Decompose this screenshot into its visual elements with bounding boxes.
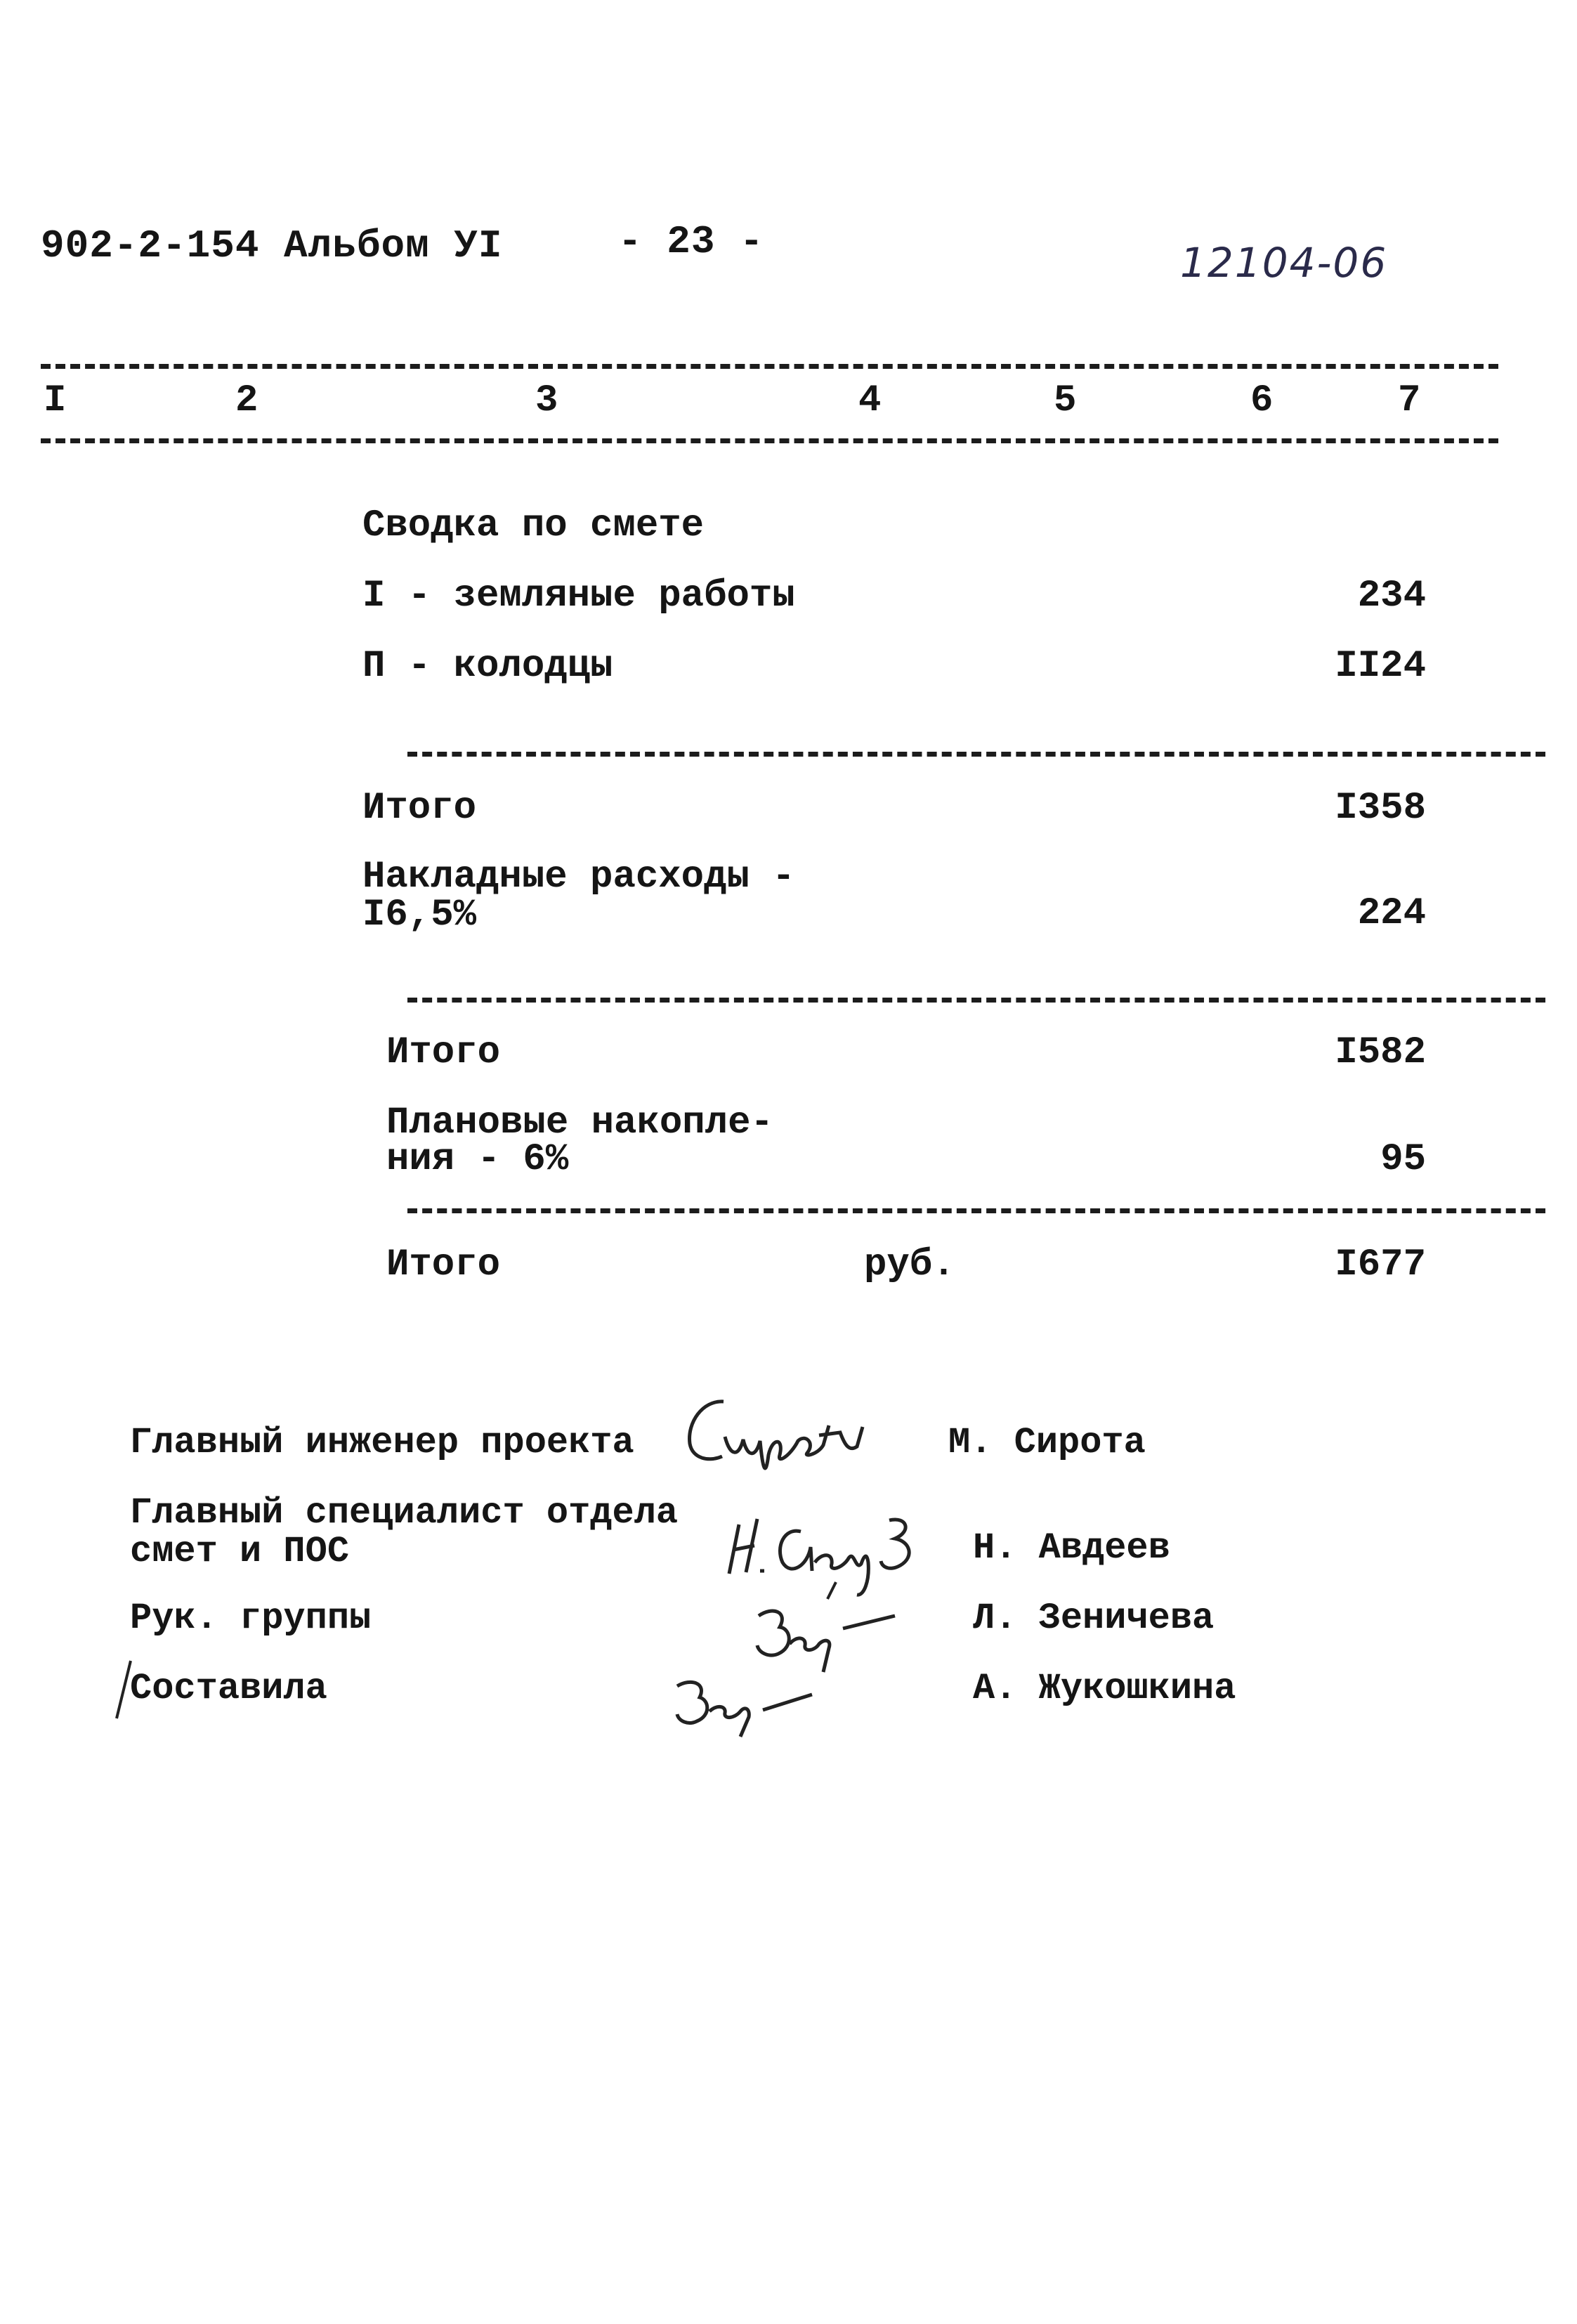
column-number-7: 7 [1398, 379, 1421, 422]
margin-slash-mark [112, 1658, 133, 1721]
page-number: - 23 - [618, 219, 764, 264]
signature-role-chief-engineer: Главный инженер проекта [130, 1422, 634, 1463]
planned-value: 95 [1380, 1138, 1426, 1181]
signature-name-chief-specialist: Н. Авдеев [973, 1527, 1170, 1569]
header-bottom-rule [41, 438, 1498, 443]
rule-3 [407, 1208, 1545, 1213]
signature-name-group-head: Л. Зеничева [973, 1598, 1215, 1639]
handwritten-code: 12104-06 [1180, 239, 1388, 287]
column-number-5: 5 [1054, 379, 1077, 422]
column-number-2: 2 [235, 379, 259, 422]
summary-title: Сводка по смете [362, 504, 705, 547]
signature-name-chief-engineer: М. Сирота [948, 1422, 1146, 1463]
overhead-value: 224 [1357, 892, 1426, 935]
planned-label-line2: ния - 6% [386, 1138, 569, 1181]
top-rule [41, 364, 1498, 369]
signature-role-compiler: Составила [130, 1668, 327, 1709]
subtotal-1-value: I358 [1335, 787, 1426, 830]
column-number-4: 4 [858, 379, 882, 422]
item-wells-label: П - колодцы [362, 645, 613, 688]
subtotal-1-label: Итого [362, 787, 477, 830]
total-unit: руб. [864, 1243, 955, 1286]
overhead-label-line2: I6,5% [362, 894, 477, 936]
handwritten-signature-chief-specialist [724, 1503, 941, 1602]
subtotal-2-label: Итого [386, 1031, 501, 1074]
item-earthworks-label: I - земляные работы [362, 575, 795, 618]
document-reference: 902-2-154 Альбом УI [41, 223, 503, 268]
column-number-1: I [44, 379, 67, 422]
signature-name-compiler: А. Жукошкина [973, 1668, 1236, 1709]
item-earthworks-value: 234 [1357, 575, 1426, 618]
subtotal-2-value: I582 [1335, 1031, 1426, 1074]
item-wells-value: II24 [1335, 645, 1426, 688]
handwritten-signature-chief-engineer [674, 1388, 885, 1479]
rule-1 [407, 752, 1545, 757]
planned-label-line1: Плановые накопле- [386, 1102, 773, 1144]
signature-role-chief-specialist-line2: смет и ПОС [130, 1531, 350, 1572]
rule-2 [407, 998, 1545, 1003]
column-number-3: 3 [535, 379, 558, 422]
signature-role-group-head: Рук. группы [130, 1598, 372, 1639]
overhead-label-line1: Накладные расходы - [362, 856, 795, 899]
total-label: Итого [386, 1243, 501, 1286]
column-number-6: 6 [1250, 379, 1274, 422]
total-value: I677 [1335, 1243, 1426, 1286]
handwritten-signature-compiler [667, 1665, 843, 1742]
signature-role-chief-specialist-line1: Главный специалист отдела [130, 1492, 679, 1534]
